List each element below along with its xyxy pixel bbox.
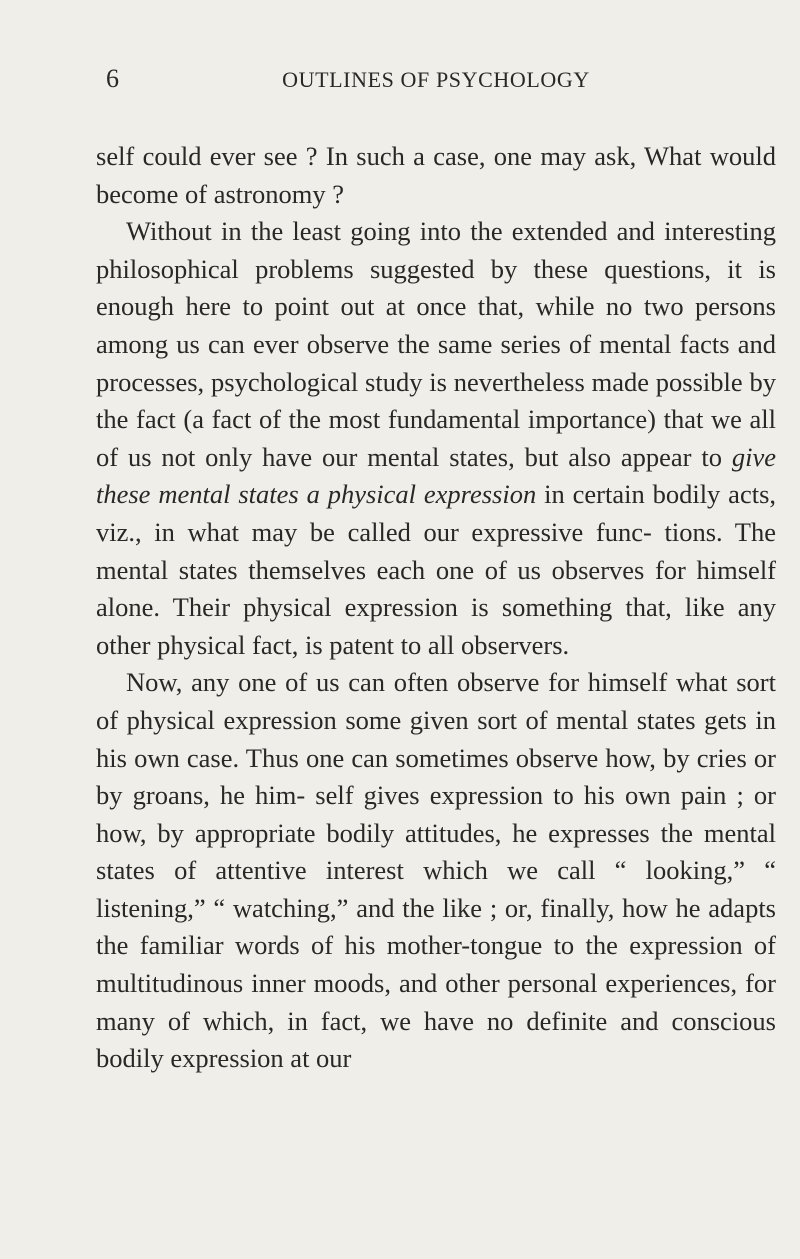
page-body: [96, 138, 776, 1078]
page-header: [96, 64, 776, 104]
italic-emphasis: give these mental states a physical expression: [96, 441, 776, 510]
paragraph-text-before: Without in the least going into the extended and interesting philosophical problems suggested by these questions, it is enough here to point out at once that, while no two persons among us can ever observe the same series of mental facts and processes, psychological study is nevertheless made possible by the fact (a fact of the most fundamental importance) that we all of us not only have our mental states, but also appear to: [96, 216, 776, 472]
running-title: OUTLINES OF PSYCHOLOGY: [282, 67, 590, 92]
paragraph-text-after: in certain bodily acts, viz., in what may be called our expressive func- tions. The mental states themselves each one of us observes for himself alone. Their physical expression is something that, like any other physical fact, is patent to all observers.: [96, 479, 777, 660]
paragraph-observation: [96, 213, 776, 664]
book-page: [96, 64, 776, 1078]
paragraph-continuation: self could ever see ? In such a case, one may ask, What would become of astronomy ?: [96, 141, 776, 209]
paragraph-expression: Now, any one of us can often observe for himself what sort of physical expression some given sort of mental states gets in his own case. Thus one can sometimes observe how, by cries or by groans, he him- self gives expression to his own pain ; or how, by appropriate bodily attitudes, he expresses the mental states of attentive interest which we call “ looking,” “ listening,” “ watching,” and the like ; or, finally, how he adapts the familiar words of his mother-tongue to the expression of multitudinous inner moods, and other personal experiences, for many of which, in fact, we have no definite and conscious bodily expression at our: [96, 667, 776, 1074]
page-number: 6: [106, 64, 120, 93]
